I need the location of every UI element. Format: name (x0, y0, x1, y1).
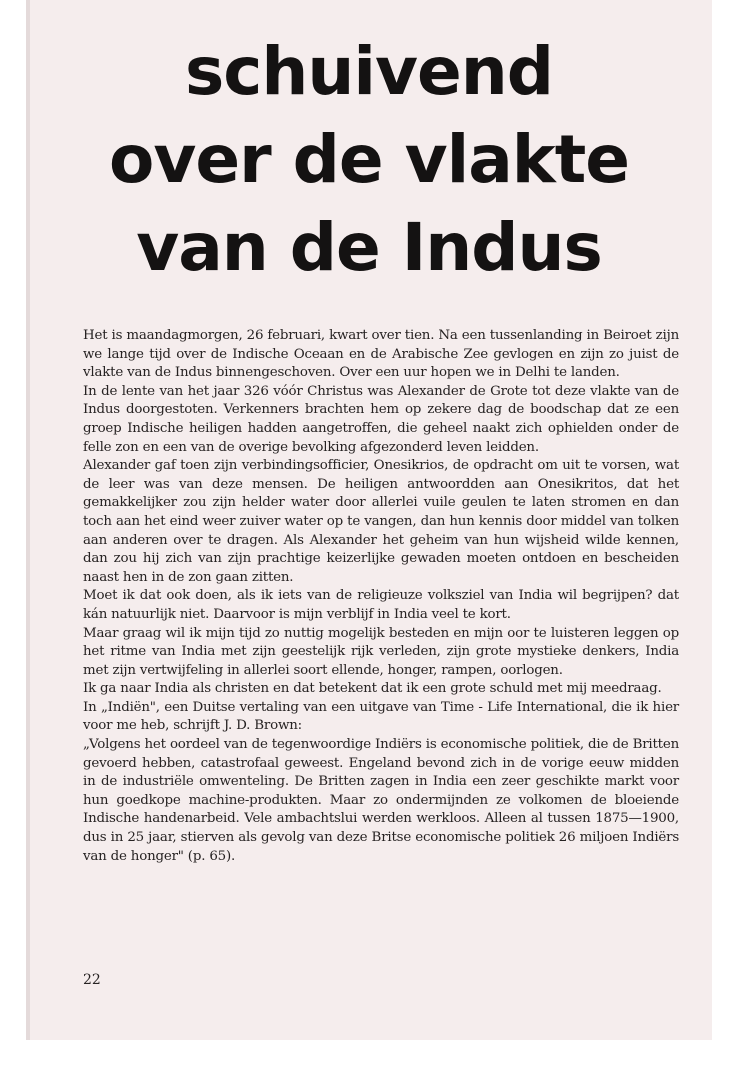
article-body (83, 327, 679, 866)
title-line-3: van de Indus (136, 209, 602, 286)
paragraph-1: Het is maandagmorgen, 26 februari, kwart over tien. Na een tussenlanding in Beiroet zijn we lange tijd over de Indische Oceaan en de Arabische Zee gevlogen en zijn zo juist de vlakte van de Indus binnengeschoven. Over een uur hopen we in Delhi te landen. (83, 328, 679, 381)
title-line-1: schuivend (184, 33, 554, 110)
article-title (26, 28, 712, 292)
title-line-2: over de vlakte (108, 121, 630, 198)
paragraph-8: „Volgens het oordeel van de tegenwoordige Indiërs is economische politiek, die de Britten gevoerd hebben, catastrofaal geweest. Engeland bevond zich in de vorige eeuw midden in de industriële omwenteling. De Britten zagen in India een zeer geschikte markt voor hun goedkope machine-produkten. Maar zo ondermijnden ze volkomen de bloeiende Indische handenarbeid. Vele ambachtslui werden werkloos. Alleen al tussen 1875—1900, dus in 25 jaar, stierven als gevolg van deze Britse economische politiek 26 miljoen Indiërs van de honger" (p. 65). (83, 737, 679, 864)
page-number: 22 (83, 972, 101, 988)
paragraph-7: In „Indiën", een Duitse vertaling van een uitgave van Time - Life International, die ik hier voor me heb, schrijft J. D. Brown: (83, 699, 679, 734)
book-page (26, 0, 712, 1040)
paragraph-6: Ik ga naar India als christen en dat betekent dat ik een grote schuld met mij meedraag. (83, 681, 662, 697)
paragraph-4: Moet ik dat ook doen, als ik iets van de religieuze volksziel van India wil begrijpen? dat kán natuurlijk niet. Daarvoor is mijn verblijf in India veel te kort. (83, 588, 679, 622)
paragraph-5: Maar graag wil ik mijn tijd zo nuttig mogelijk besteden en mijn oor te luisteren leggen op het ritme van India met zijn geestelijk rijk verleden, zijn grote mystieke denkers, India met zijn vertwijfeling in allerlei soort ellende, honger, rampen, oorlogen. (83, 625, 679, 678)
paragraph-3: Alexander gaf toen zijn verbindingsofficier, Onesikrios, de opdracht om uit te vorsen, wat de leer was van deze mensen. De heiligen antwoordden aan Onesikritos, dat het gemakkelijker zou zijn helder water door allerlei vuile geulen te laten stromen en dan toch aan het eind weer zuiver water op te vangen, dan hun kennis door middel van tolken aan anderen over te dragen. Als Alexander het geheim van hun wijsheid wilde kennen, dan zou hij zich van zijn prachtige keizerlijke gewaden moeten ontdoen en bescheiden naast hen in de zon gaan zitten. (83, 458, 679, 585)
paragraph-2: In de lente van het jaar 326 vóór Christus was Alexander de Grote tot deze vlakte van de Indus doorgestoten. Verkenners brachten hem op zekere dag de boodschap dat ze een groep Indische heiligen hadden aangetroffen, die geheel naakt zich ophielden onder de felle zon en een van de overige bevolking afgezonderd leven leidden. (83, 383, 679, 455)
